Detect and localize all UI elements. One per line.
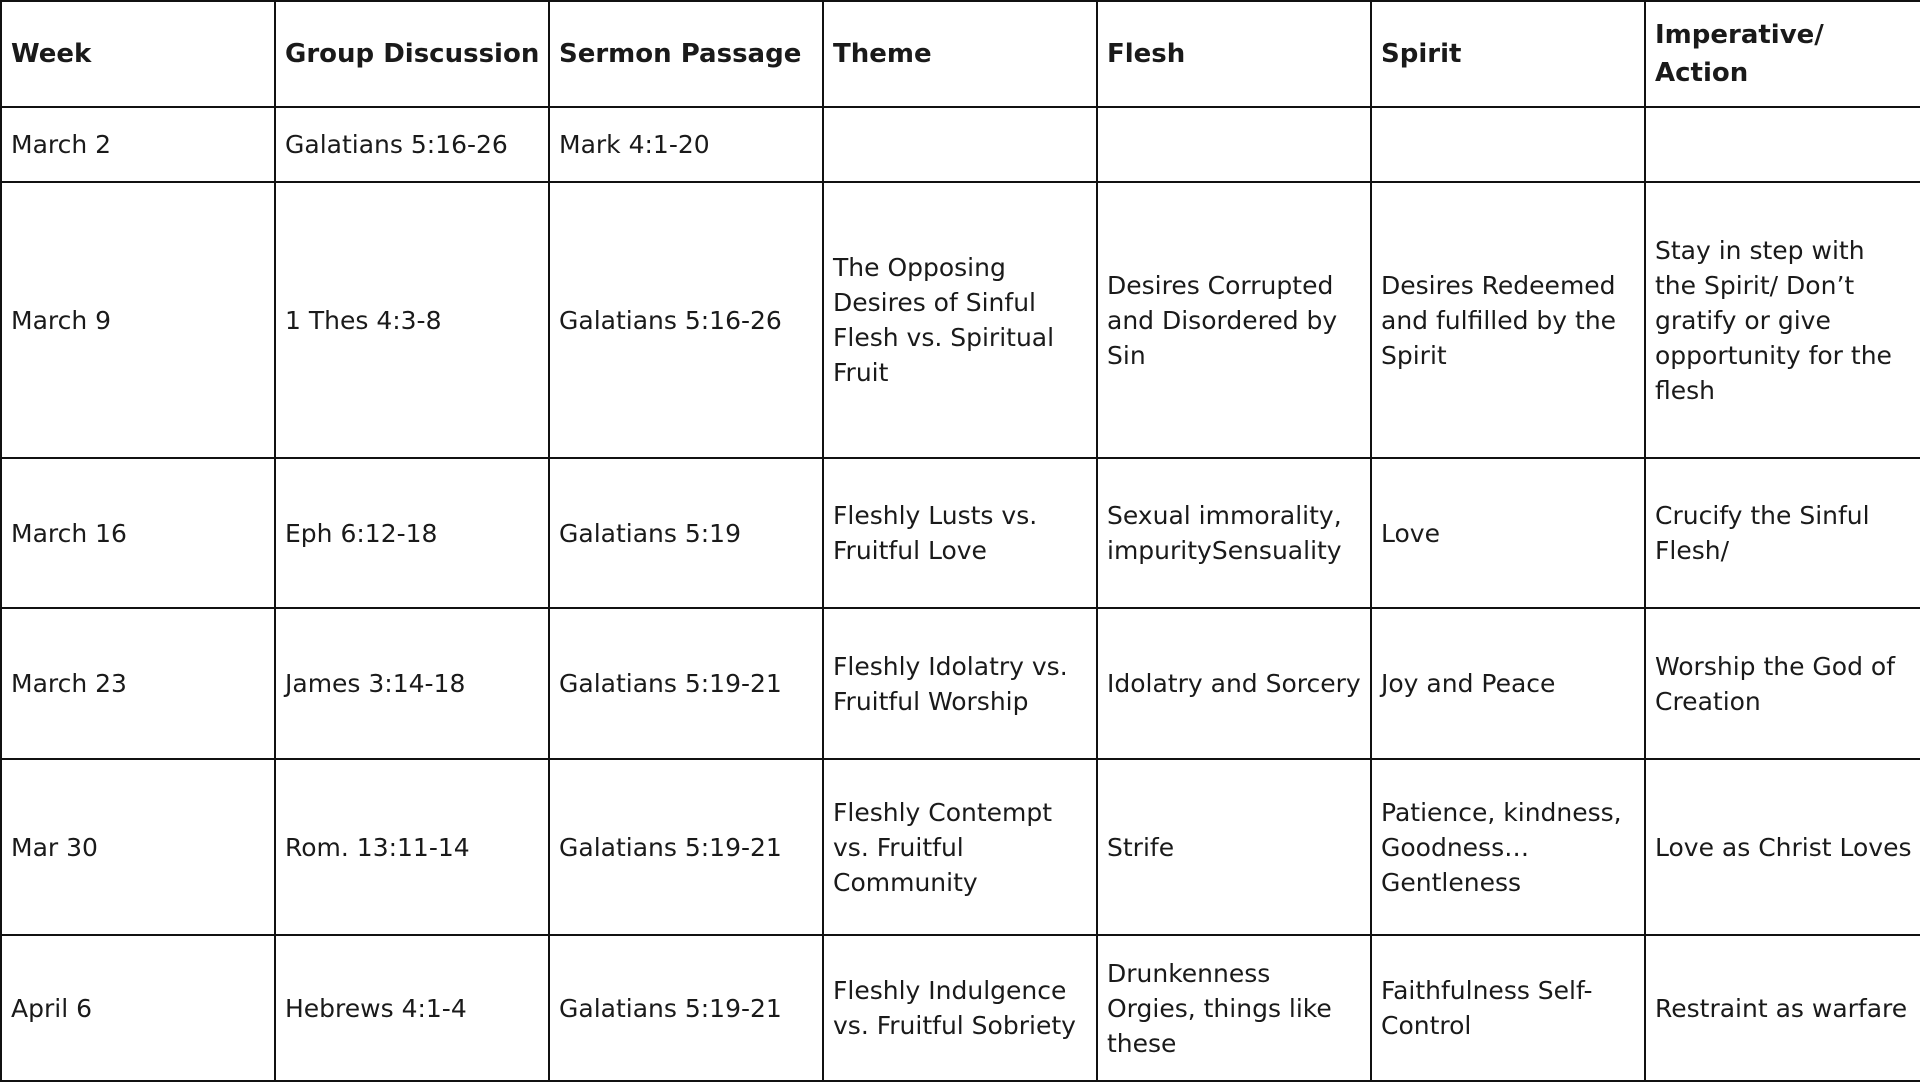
cell-week: March 9 [1, 182, 275, 458]
table-row [1, 759, 1920, 935]
cell-week: March 2 [1, 107, 275, 182]
header-imperative-action: Imperative/ Action [1645, 1, 1920, 107]
cell-sermon-passage: Mark 4:1-20 [549, 107, 823, 182]
cell-imperative-action [1645, 107, 1920, 182]
cell-flesh: Drunkenness Orgies, things like these [1097, 935, 1371, 1081]
header-sermon-passage: Sermon Passage [549, 1, 823, 107]
cell-spirit: Desires Redeemed and fulfilled by the Spirit [1371, 182, 1645, 458]
cell-spirit [1371, 107, 1645, 182]
cell-spirit: Joy and Peace [1371, 608, 1645, 759]
cell-group-discussion: 1 Thes 4:3-8 [275, 182, 549, 458]
cell-imperative-action: Worship the God of Creation [1645, 608, 1920, 759]
cell-imperative-action: Stay in step with the Spirit/ Don’t gratify or give opportunity for the flesh [1645, 182, 1920, 458]
cell-sermon-passage: Galatians 5:19-21 [549, 608, 823, 759]
cell-week: April 6 [1, 935, 275, 1081]
cell-sermon-passage: Galatians 5:19-21 [549, 759, 823, 935]
table-row [1, 458, 1920, 608]
cell-week: March 23 [1, 608, 275, 759]
cell-week: Mar 30 [1, 759, 275, 935]
cell-theme: Fleshly Indulgence vs. Fruitful Sobriety [823, 935, 1097, 1081]
cell-imperative-action: Crucify the Sinful Flesh/ [1645, 458, 1920, 608]
cell-group-discussion: Eph 6:12-18 [275, 458, 549, 608]
header-group-discussion: Group Discussion [275, 1, 549, 107]
cell-group-discussion: Galatians 5:16-26 [275, 107, 549, 182]
cell-flesh [1097, 107, 1371, 182]
cell-theme: Fleshly Idolatry vs. Fruitful Worship [823, 608, 1097, 759]
cell-group-discussion: Rom. 13:11-14 [275, 759, 549, 935]
header-spirit: Spirit [1371, 1, 1645, 107]
cell-theme: Fleshly Lusts vs. Fruitful Love [823, 458, 1097, 608]
header-flesh: Flesh [1097, 1, 1371, 107]
cell-group-discussion: James 3:14-18 [275, 608, 549, 759]
cell-imperative-action: Restraint as warfare [1645, 935, 1920, 1081]
cell-spirit: Faithfulness Self-Control [1371, 935, 1645, 1081]
table-row [1, 608, 1920, 759]
cell-week: March 16 [1, 458, 275, 608]
cell-theme: The Opposing Desires of Sinful Flesh vs. Spiritual Fruit [823, 182, 1097, 458]
cell-flesh: Idolatry and Sorcery [1097, 608, 1371, 759]
cell-flesh: Strife [1097, 759, 1371, 935]
table-row [1, 107, 1920, 182]
header-theme: Theme [823, 1, 1097, 107]
table-row [1, 182, 1920, 458]
cell-sermon-passage: Galatians 5:19 [549, 458, 823, 608]
cell-theme: Fleshly Contempt vs. Fruitful Community [823, 759, 1097, 935]
cell-theme [823, 107, 1097, 182]
cell-spirit: Patience, kindness, Goodness… Gentleness [1371, 759, 1645, 935]
cell-flesh: Sexual immorality, impuritySensuality [1097, 458, 1371, 608]
cell-imperative-action: Love as Christ Loves [1645, 759, 1920, 935]
cell-sermon-passage: Galatians 5:16-26 [549, 182, 823, 458]
cell-sermon-passage: Galatians 5:19-21 [549, 935, 823, 1081]
table-row [1, 935, 1920, 1081]
header-week: Week [1, 1, 275, 107]
cell-flesh: Desires Corrupted and Disordered by Sin [1097, 182, 1371, 458]
cell-group-discussion: Hebrews 4:1-4 [275, 935, 549, 1081]
header-row [1, 1, 1920, 107]
cell-spirit: Love [1371, 458, 1645, 608]
